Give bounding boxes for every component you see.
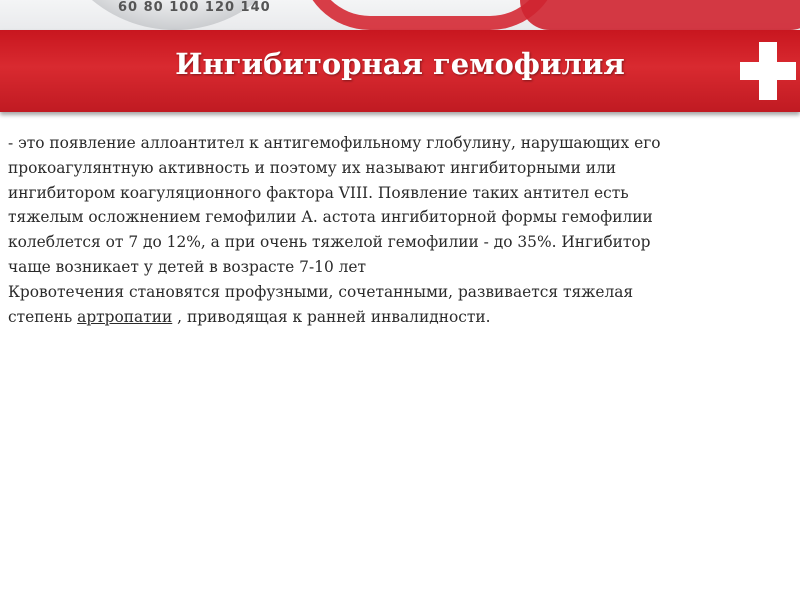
stethoscope-tube-image-2 bbox=[520, 0, 800, 30]
body-line: - это появление аллоантител к антигемофильному глобулину, нарушающих его bbox=[8, 134, 661, 152]
body-line-last-start: степень bbox=[8, 307, 78, 326]
body-line: тяжелым осложнением гемофилии А. астота ингибиторной формы гемофилии bbox=[8, 208, 653, 227]
body-line: колеблется от 7 до 12%, а при очень тяжелой гемофилии - до 35%. Ингибитор bbox=[8, 233, 651, 252]
medical-cross-icon bbox=[740, 38, 796, 104]
body-line: Кровотечения становятся профузными, сочетанными, развивается тяжелая bbox=[8, 282, 634, 301]
slide-body-text bbox=[8, 131, 788, 329]
body-line: прокоагулянтную активность и поэтому их называют ингибиторными или bbox=[8, 158, 617, 177]
body-line-last bbox=[8, 305, 788, 330]
arthropathy-link[interactable]: артропатии bbox=[77, 307, 173, 326]
gauge-scale-numbers: 60 80 100 120 140 bbox=[118, 0, 271, 15]
slide-title: Ингибиторная гемофилия bbox=[175, 47, 625, 81]
body-line: ингибитором коагуляционного фактора VIII. Появление таких антител есть bbox=[8, 183, 629, 202]
body-line: чаще возникает у детей в возрасте 7-10 лет bbox=[8, 257, 367, 276]
header-photo-strip bbox=[0, 0, 800, 30]
body-line-last-end: , приводящая к ранней инвалидности. bbox=[172, 307, 491, 326]
